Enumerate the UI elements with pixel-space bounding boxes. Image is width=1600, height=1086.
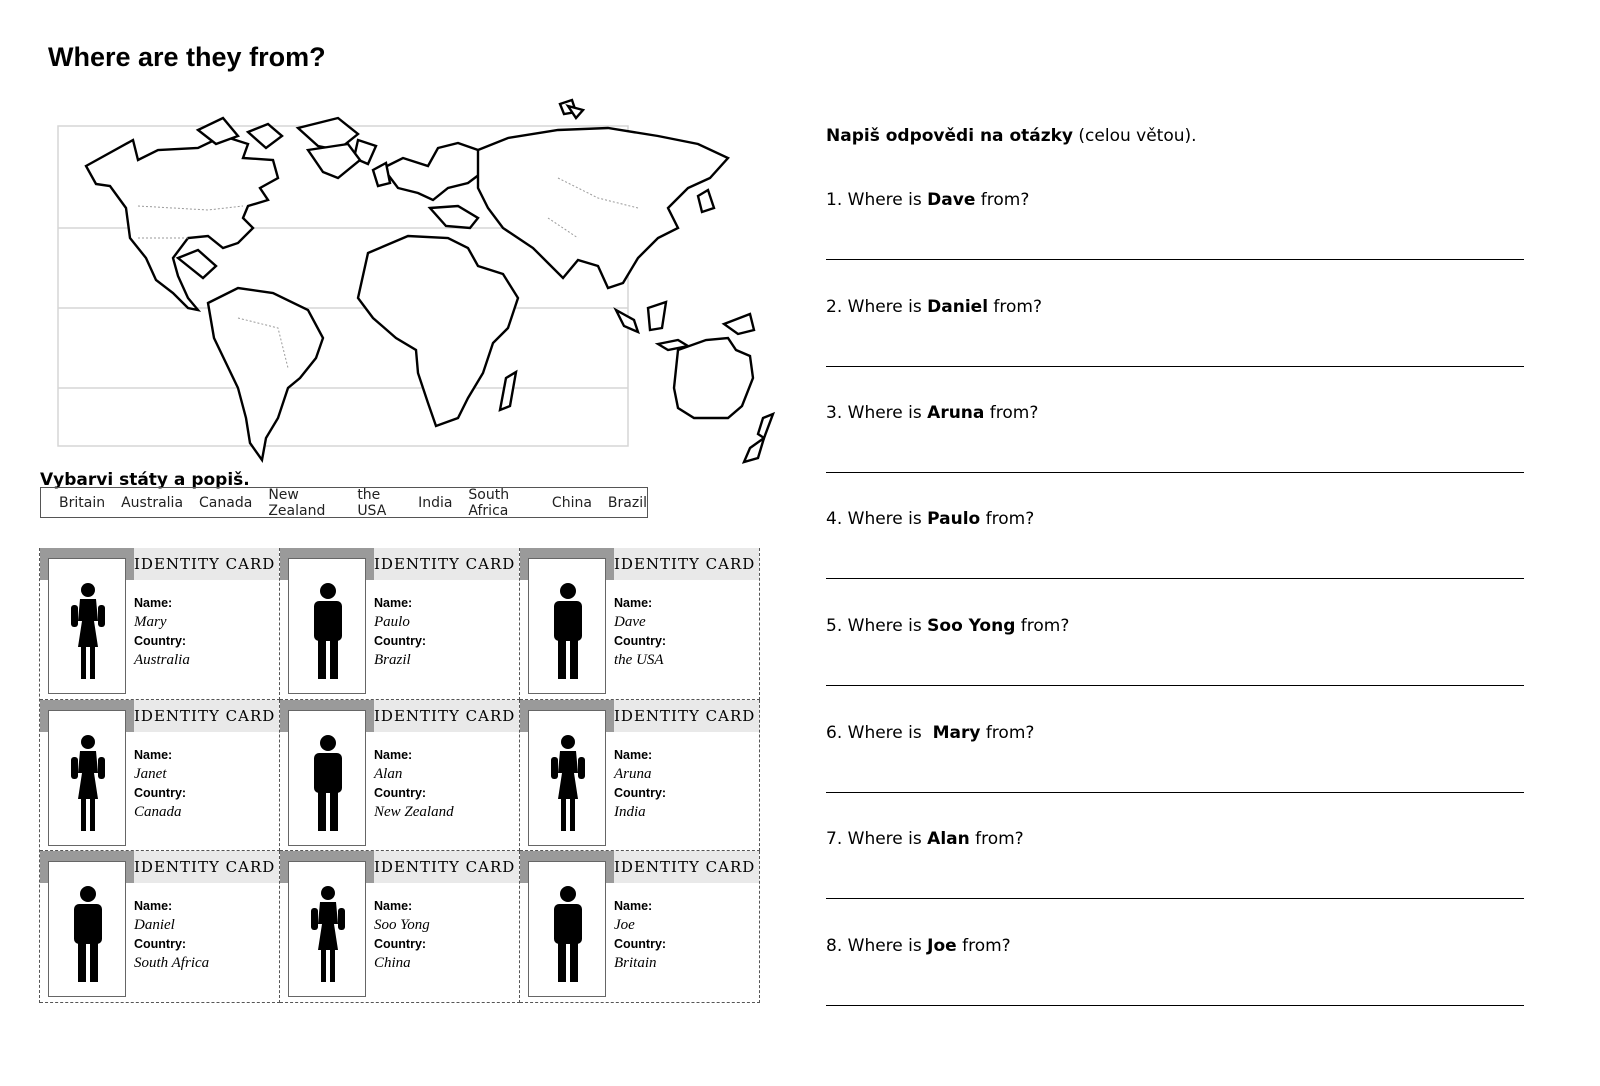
map-instruction: Vybarvi státy a popiš. xyxy=(40,470,250,490)
question-number: 5. xyxy=(826,616,843,636)
card-fields xyxy=(374,594,426,670)
north-america-outline xyxy=(86,136,278,310)
new-zealand-outline xyxy=(758,414,773,438)
question xyxy=(826,403,1038,423)
question xyxy=(826,616,1069,636)
country-word-bank xyxy=(40,487,648,518)
australia-outline xyxy=(674,338,753,418)
question-person: Joe xyxy=(927,936,957,956)
identity-card-grid xyxy=(39,548,760,1003)
country-label: Country: xyxy=(614,937,667,952)
question-end: from? xyxy=(980,509,1035,529)
card-title: IDENTITY CARD xyxy=(374,851,519,883)
name-label: Name: xyxy=(614,596,653,610)
question-person: Paulo xyxy=(927,509,981,529)
name-label: Name: xyxy=(374,596,413,610)
identity-card xyxy=(520,851,760,1003)
card-name: Mary xyxy=(134,614,167,630)
answer-instructions xyxy=(826,126,1197,146)
country-label: Country: xyxy=(134,785,187,800)
question-person: Alan xyxy=(927,829,970,849)
country-label: Country: xyxy=(614,785,667,800)
question-number: 3. xyxy=(826,403,843,423)
card-photo xyxy=(528,861,606,997)
card-country: Canada xyxy=(134,803,182,820)
question-number: 8. xyxy=(826,936,843,956)
card-photo xyxy=(48,861,126,997)
question-person: Daniel xyxy=(927,297,989,317)
south-america-outline xyxy=(208,288,323,460)
card-country: India xyxy=(614,803,646,820)
answer-line[interactable] xyxy=(826,685,1524,686)
question xyxy=(826,936,1011,956)
card-title: IDENTITY CARD xyxy=(614,548,759,580)
card-name: Dave xyxy=(614,614,646,630)
card-title: IDENTITY CARD xyxy=(374,548,519,580)
africa-outline xyxy=(358,236,518,426)
instructions-rest: (celou větou). xyxy=(1073,126,1197,146)
question-person: Dave xyxy=(927,190,976,210)
card-fields xyxy=(374,897,430,973)
word-bank-item: Australia xyxy=(121,494,184,511)
card-title: IDENTITY CARD xyxy=(614,700,759,732)
question xyxy=(826,190,1029,210)
identity-card xyxy=(280,548,520,700)
word-bank-item: New Zealand xyxy=(268,486,326,519)
question-number: 2. xyxy=(826,297,843,317)
answer-line[interactable] xyxy=(826,578,1524,579)
card-name: Joe xyxy=(614,917,635,934)
word-bank-item: Britain xyxy=(59,494,106,511)
country-label: Country: xyxy=(374,785,427,800)
identity-card xyxy=(280,700,520,852)
country-label: Country: xyxy=(614,634,667,648)
card-title: IDENTITY CARD xyxy=(134,548,279,580)
country-label: Country: xyxy=(374,937,427,952)
world-map-outline xyxy=(38,88,790,480)
question-text: Where is xyxy=(847,403,928,423)
answer-line[interactable] xyxy=(826,1005,1524,1006)
card-fields xyxy=(134,897,209,973)
word-bank-item: Brazil xyxy=(607,494,647,511)
question-person: Aruna xyxy=(927,403,985,423)
question-number: 4. xyxy=(826,509,843,529)
question-text: Where is xyxy=(847,190,928,210)
card-photo xyxy=(288,710,366,846)
asia-outline xyxy=(478,128,728,288)
card-photo xyxy=(288,558,366,694)
answer-line[interactable] xyxy=(826,472,1524,473)
question-end: from? xyxy=(956,936,1011,956)
name-label: Name: xyxy=(134,596,173,610)
card-photo xyxy=(288,861,366,997)
answer-line[interactable] xyxy=(826,792,1524,793)
question xyxy=(826,723,1034,743)
card-country: the USA xyxy=(614,652,664,668)
name-label: Name: xyxy=(134,747,173,762)
question-text: Where is xyxy=(847,509,928,529)
card-fields xyxy=(614,594,666,670)
question-text: Where is xyxy=(847,297,928,317)
answer-line[interactable] xyxy=(826,366,1524,367)
card-title: IDENTITY CARD xyxy=(614,851,759,883)
name-label: Name: xyxy=(614,747,653,762)
card-fields xyxy=(614,746,666,822)
question-number: 7. xyxy=(826,829,843,849)
identity-card xyxy=(280,851,520,1003)
card-country: Britain xyxy=(614,955,657,972)
instructions-bold: Napiš odpovědi na otázky xyxy=(826,126,1074,146)
identity-card xyxy=(520,548,760,700)
card-country: New Zealand xyxy=(374,803,454,820)
identity-card xyxy=(40,548,280,700)
question-end: from? xyxy=(975,190,1030,210)
card-name: Soo Yong xyxy=(374,917,430,934)
name-label: Name: xyxy=(614,899,653,914)
card-name: Alan xyxy=(374,765,403,782)
card-name: Janet xyxy=(134,765,167,782)
card-photo xyxy=(48,710,126,846)
card-name: Paulo xyxy=(374,614,410,630)
card-title: IDENTITY CARD xyxy=(374,700,519,732)
card-country: Brazil xyxy=(374,652,411,668)
question-end: from? xyxy=(1015,616,1070,636)
identity-card xyxy=(40,700,280,852)
card-title: IDENTITY CARD xyxy=(134,851,279,883)
card-name: Aruna xyxy=(614,765,652,782)
page-title: Where are they from? xyxy=(48,42,326,72)
card-fields xyxy=(134,746,186,822)
answer-line[interactable] xyxy=(826,898,1524,899)
europe-outline xyxy=(383,143,488,200)
question-end: from? xyxy=(980,723,1035,743)
card-photo xyxy=(48,558,126,694)
question-number: 6. xyxy=(826,723,843,743)
question-end: from? xyxy=(988,297,1043,317)
name-label: Name: xyxy=(374,747,413,762)
card-fields xyxy=(614,897,666,973)
card-fields xyxy=(374,746,454,822)
question xyxy=(826,297,1042,317)
word-bank-item: China xyxy=(551,494,592,511)
answer-line[interactable] xyxy=(826,259,1524,260)
identity-card xyxy=(40,851,280,1003)
question-number: 1. xyxy=(826,190,843,210)
question-text: Where is xyxy=(847,936,928,956)
name-label: Name: xyxy=(374,899,413,914)
country-label: Country: xyxy=(134,634,187,648)
question-end: from? xyxy=(969,829,1024,849)
question-person: Soo Yong xyxy=(927,616,1016,636)
card-country: South Africa xyxy=(134,955,210,972)
question-text: Where is xyxy=(847,723,933,743)
question-text: Where is xyxy=(847,616,928,636)
card-title: IDENTITY CARD xyxy=(134,700,279,732)
card-fields xyxy=(134,594,190,670)
word-bank-item: Canada xyxy=(199,494,253,511)
question xyxy=(826,509,1034,529)
world-map xyxy=(38,88,790,480)
country-label: Country: xyxy=(374,634,427,648)
word-bank-item: India xyxy=(418,494,453,511)
word-bank-item: South Africa xyxy=(468,486,510,519)
name-label: Name: xyxy=(134,899,173,914)
card-photo xyxy=(528,710,606,846)
card-country: China xyxy=(374,955,411,972)
question xyxy=(826,829,1024,849)
word-bank-item: the USA xyxy=(357,486,387,519)
card-name: Daniel xyxy=(134,917,175,934)
question-text: Where is xyxy=(847,829,928,849)
country-label: Country: xyxy=(134,937,187,952)
card-country: Australia xyxy=(134,652,190,668)
identity-card xyxy=(520,700,760,852)
question-end: from? xyxy=(984,403,1039,423)
card-photo xyxy=(528,558,606,694)
question-person: Mary xyxy=(932,723,981,743)
